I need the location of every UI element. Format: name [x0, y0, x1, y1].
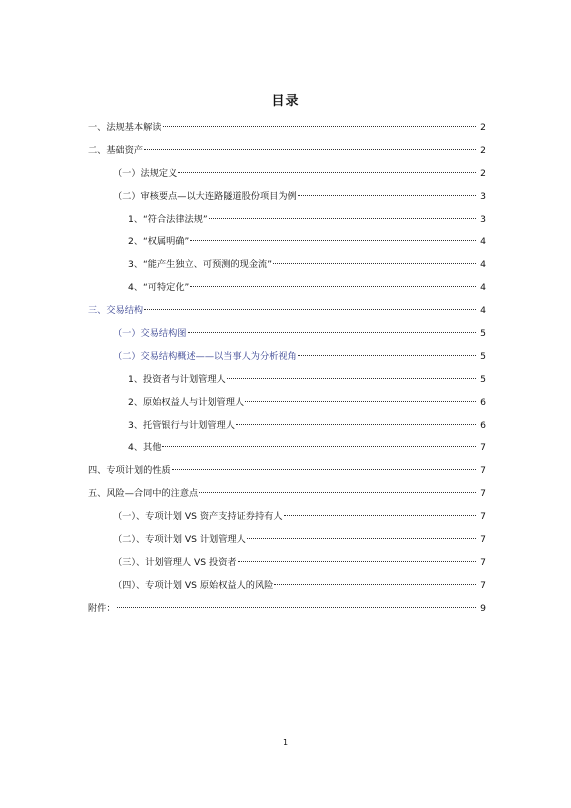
toc-entry[interactable]: [88, 392, 486, 415]
toc-leader-dots: [284, 515, 476, 516]
toc-entry-label: （一）、专项计划 VS 资产支持证券持有人: [113, 511, 283, 523]
toc-entry[interactable]: [88, 369, 486, 392]
toc-entry-label: 4、“可特定化”: [128, 282, 190, 294]
toc-entry-label: 2、原始权益人与计划管理人: [128, 396, 245, 408]
toc-entry-page: 9: [480, 602, 486, 614]
toc-entry-label: 四、专项计划的性质: [88, 465, 171, 477]
toc-entry-label: 1、投资者与计划管理人: [128, 373, 226, 385]
toc-entry-page: 5: [480, 350, 486, 362]
toc-leader-dots: [273, 263, 476, 264]
toc-entry-label: （二）交易结构概述——以当事人为分析视角: [113, 350, 297, 362]
toc-entry-label: （二）、专项计划 VS 计划管理人: [113, 534, 246, 546]
toc-entry-page: 4: [480, 259, 486, 271]
toc-entry[interactable]: [88, 415, 486, 438]
toc-entry[interactable]: [88, 346, 486, 369]
toc-leader-dots: [172, 469, 476, 470]
toc-entry-page: 6: [480, 396, 486, 408]
toc-entry-label: （三）、计划管理人 VS 投资者: [113, 556, 237, 568]
toc-entry[interactable]: [88, 209, 486, 232]
toc-entry[interactable]: [88, 254, 486, 277]
toc-leader-dots: [298, 355, 476, 356]
toc-entry[interactable]: [88, 163, 486, 186]
toc-entry[interactable]: [88, 598, 486, 621]
toc-entry-page: 2: [480, 144, 486, 156]
toc-entry-label: 1、“符合法律法规”: [128, 213, 208, 225]
toc-entry-page: 7: [480, 442, 486, 454]
toc-entry-label: 3、“能产生独立、可预测的现金流”: [128, 259, 272, 271]
toc-leader-dots: [190, 286, 476, 287]
footer-page-number: 1: [282, 738, 289, 747]
toc-leader-dots: [199, 492, 476, 493]
table-of-contents: [88, 117, 486, 621]
toc-entry-page: 4: [480, 236, 486, 248]
toc-entry-label: （二）审核要点—以大连路隧道股份项目为例: [113, 190, 297, 202]
toc-entry[interactable]: [88, 231, 486, 254]
toc-leader-dots: [238, 561, 476, 562]
toc-entry[interactable]: [88, 460, 486, 483]
toc-leader-dots: [209, 218, 476, 219]
toc-entry-label: 2、“权属明确”: [128, 236, 190, 248]
toc-entry[interactable]: [88, 483, 486, 506]
toc-entry-page: 6: [480, 419, 486, 431]
toc-entry[interactable]: [88, 186, 486, 209]
toc-leader-dots: [236, 424, 476, 425]
toc-entry[interactable]: [88, 117, 486, 140]
toc-entry[interactable]: [88, 529, 486, 552]
toc-entry[interactable]: [88, 323, 486, 346]
toc-entry-page: 7: [480, 511, 486, 523]
toc-entry-page: 4: [480, 305, 486, 317]
toc-entry[interactable]: [88, 552, 486, 575]
toc-entry-page: 7: [480, 556, 486, 568]
toc-entry-label: 4、其他: [128, 442, 162, 454]
toc-entry-label: 一、法规基本解读: [88, 122, 162, 133]
toc-entry-page: 7: [480, 488, 486, 500]
toc-entry-label: 五、风险—合同中的注意点: [88, 488, 199, 500]
toc-leader-dots: [117, 607, 476, 608]
toc-entry-label: （一）法规定义: [113, 167, 178, 179]
toc-entry-label: 附件：: [88, 602, 116, 614]
toc-entry-label: （一）交易结构图: [113, 328, 187, 340]
toc-entry-label: 三、交易结构: [88, 305, 144, 317]
toc-leader-dots: [163, 126, 477, 127]
toc-entry-label: 3、托管银行与计划管理人: [128, 419, 235, 431]
toc-entry[interactable]: [88, 506, 486, 529]
toc-leader-dots: [144, 309, 476, 310]
toc-entry[interactable]: [88, 437, 486, 460]
toc-leader-dots: [247, 538, 476, 539]
toc-entry-label: （四）、专项计划 VS 原始权益人的风险: [113, 579, 274, 591]
toc-leader-dots: [188, 332, 477, 333]
toc-entry-page: 7: [480, 579, 486, 591]
toc-entry-page: 2: [480, 122, 486, 133]
toc-entry-page: 7: [480, 465, 486, 477]
toc-entry-label: 二、基础资产: [88, 144, 144, 156]
toc-entry-page: 5: [480, 373, 486, 385]
toc-leader-dots: [162, 446, 476, 447]
toc-entry-page: 5: [480, 328, 486, 340]
toc-entry-page: 7: [480, 534, 486, 546]
toc-leader-dots: [298, 195, 476, 196]
toc-entry-page: 2: [480, 167, 486, 179]
toc-leader-dots: [274, 584, 476, 585]
toc-leader-dots: [144, 149, 476, 150]
toc-entry[interactable]: [88, 575, 486, 598]
toc-entry-page: 3: [480, 190, 486, 202]
toc-entry[interactable]: [88, 140, 486, 163]
toc-entry[interactable]: [88, 300, 486, 323]
toc-title: 目录: [271, 94, 300, 109]
toc-leader-dots: [178, 172, 476, 173]
toc-entry[interactable]: [88, 277, 486, 300]
toc-leader-dots: [190, 240, 476, 241]
toc-leader-dots: [227, 378, 476, 379]
toc-leader-dots: [245, 401, 476, 402]
toc-entry-page: 3: [480, 213, 486, 225]
toc-entry-page: 4: [480, 282, 486, 294]
